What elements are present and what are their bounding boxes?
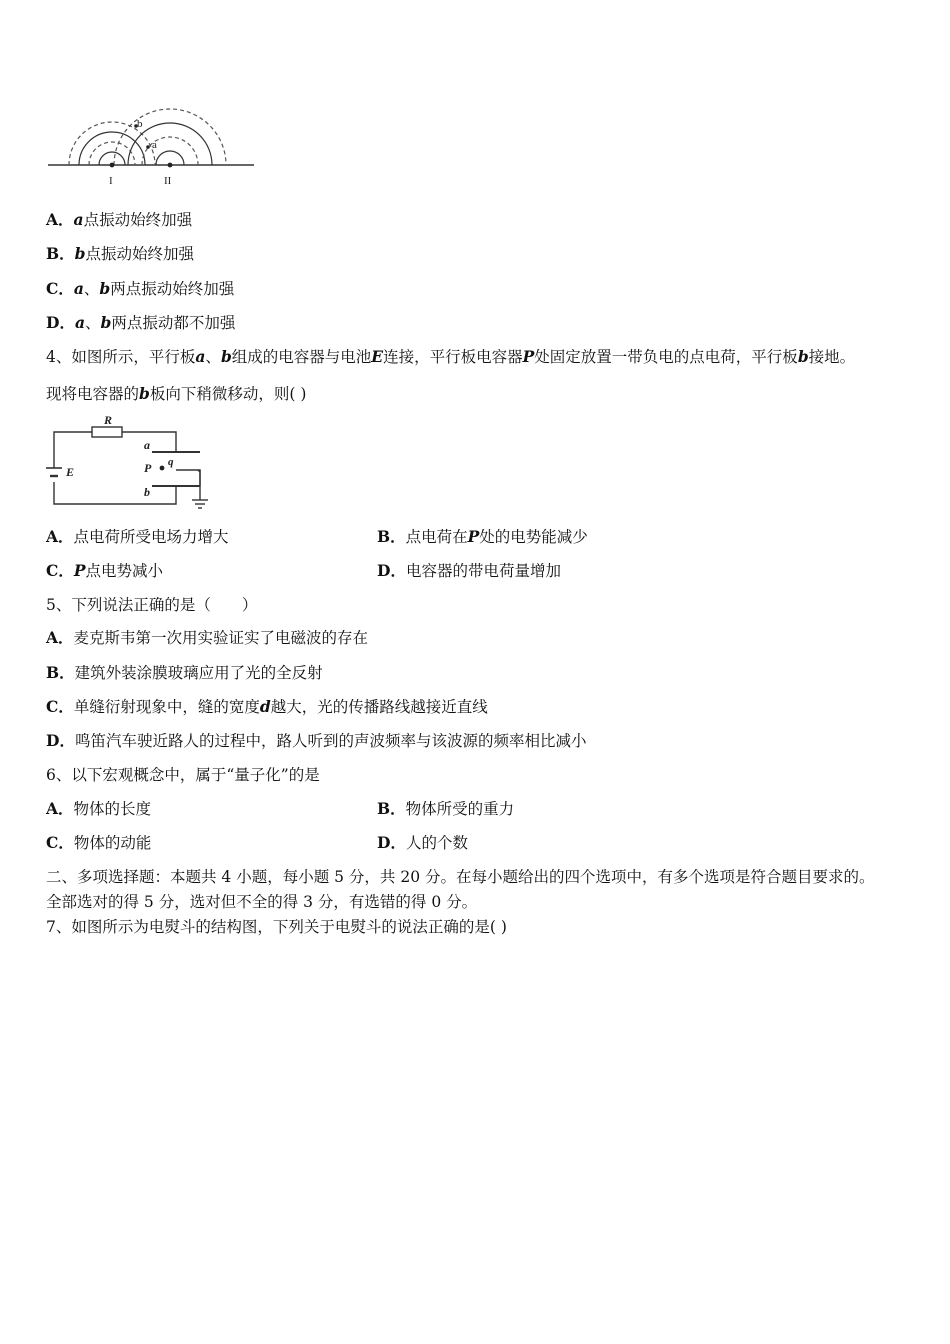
q4-option-b[interactable]: B．点电荷在P处的电势能减少	[377, 527, 588, 546]
point-a-dot	[146, 145, 150, 149]
q5-option-d[interactable]: D．鸣笛汽车驶近路人的过程中，路人听到的声波频率与该波源的频率相比减小	[46, 731, 587, 750]
q7-stem: 7、如图所示为电熨斗的结构图，下列关于电熨斗的说法正确的是( )	[46, 918, 507, 936]
q6-option-b[interactable]: B．物体所受的重力	[377, 799, 515, 818]
resistor	[92, 427, 122, 437]
q3-option-b[interactable]: B．b点振动始终加强	[46, 244, 194, 263]
q5-option-a[interactable]: A．麦克斯韦第一次用实验证实了电磁波的存在	[46, 628, 369, 647]
q4-stem-line-2: 现将电容器的b板向下稍微移动，则( )	[46, 384, 307, 403]
label-b: b	[137, 118, 143, 130]
section-2-heading: 二、多项选择题：本题共 4 小题，每小题 5 分，共 20 分。在每小题给出的四个选项中，有多个选项是符合题目要求的。	[46, 868, 875, 886]
q4-option-c[interactable]: C．P点电势减小	[46, 561, 164, 580]
q3-option-c[interactable]: C．a、b两点振动始终加强	[46, 279, 235, 298]
source-I-wave-3	[79, 132, 145, 165]
source-II-dot	[168, 163, 173, 168]
label-II: II	[164, 175, 172, 187]
label-q: q	[168, 456, 174, 468]
q4-option-a[interactable]: A．点电荷所受电场力增大	[46, 527, 229, 546]
q3-option-a[interactable]: A．a点振动始终加强	[46, 210, 193, 229]
label-E: E	[66, 465, 75, 479]
q4-option-d[interactable]: D．电容器的带电荷量增加	[377, 561, 561, 580]
q5-option-b[interactable]: B．建筑外装涂膜玻璃应用了光的全反射	[46, 663, 323, 682]
wave-interference-figure	[44, 96, 260, 188]
q6-option-c[interactable]: C．物体的动能	[46, 833, 152, 852]
source-I-dot	[110, 163, 115, 168]
section-2-instructions: 全部选对的得 5 分，选对但不全的得 3 分，有选错的得 0 分。	[46, 893, 478, 911]
label-I: I	[109, 175, 113, 187]
label-b: b	[144, 485, 150, 499]
charge-point-P	[160, 466, 165, 471]
q6-option-d[interactable]: D．人的个数	[377, 833, 468, 852]
label-a: a	[144, 438, 150, 452]
label-P: P	[144, 461, 152, 475]
q6-option-a[interactable]: A．物体的长度	[46, 799, 152, 818]
label-a: a	[152, 139, 157, 151]
capacitor-circuit-figure	[40, 412, 215, 518]
label-R: R	[104, 413, 113, 427]
q5-option-c[interactable]: C．单缝衍射现象中，缝的宽度d越大，光的传播路线越接近直线	[46, 697, 488, 716]
q6-stem: 6、以下宏观概念中，属于“量子化”的是	[46, 766, 320, 784]
q4-stem-line-1: 4、如图所示，平行板a、b组成的电容器与电池E连接，平行板电容器P处固定放置一带负电的点电荷，平行板b接地。	[46, 347, 856, 366]
q5-stem: 5、下列说法正确的是（ ）	[46, 596, 258, 614]
q3-option-d[interactable]: D．a、b两点振动都不加强	[46, 313, 236, 332]
